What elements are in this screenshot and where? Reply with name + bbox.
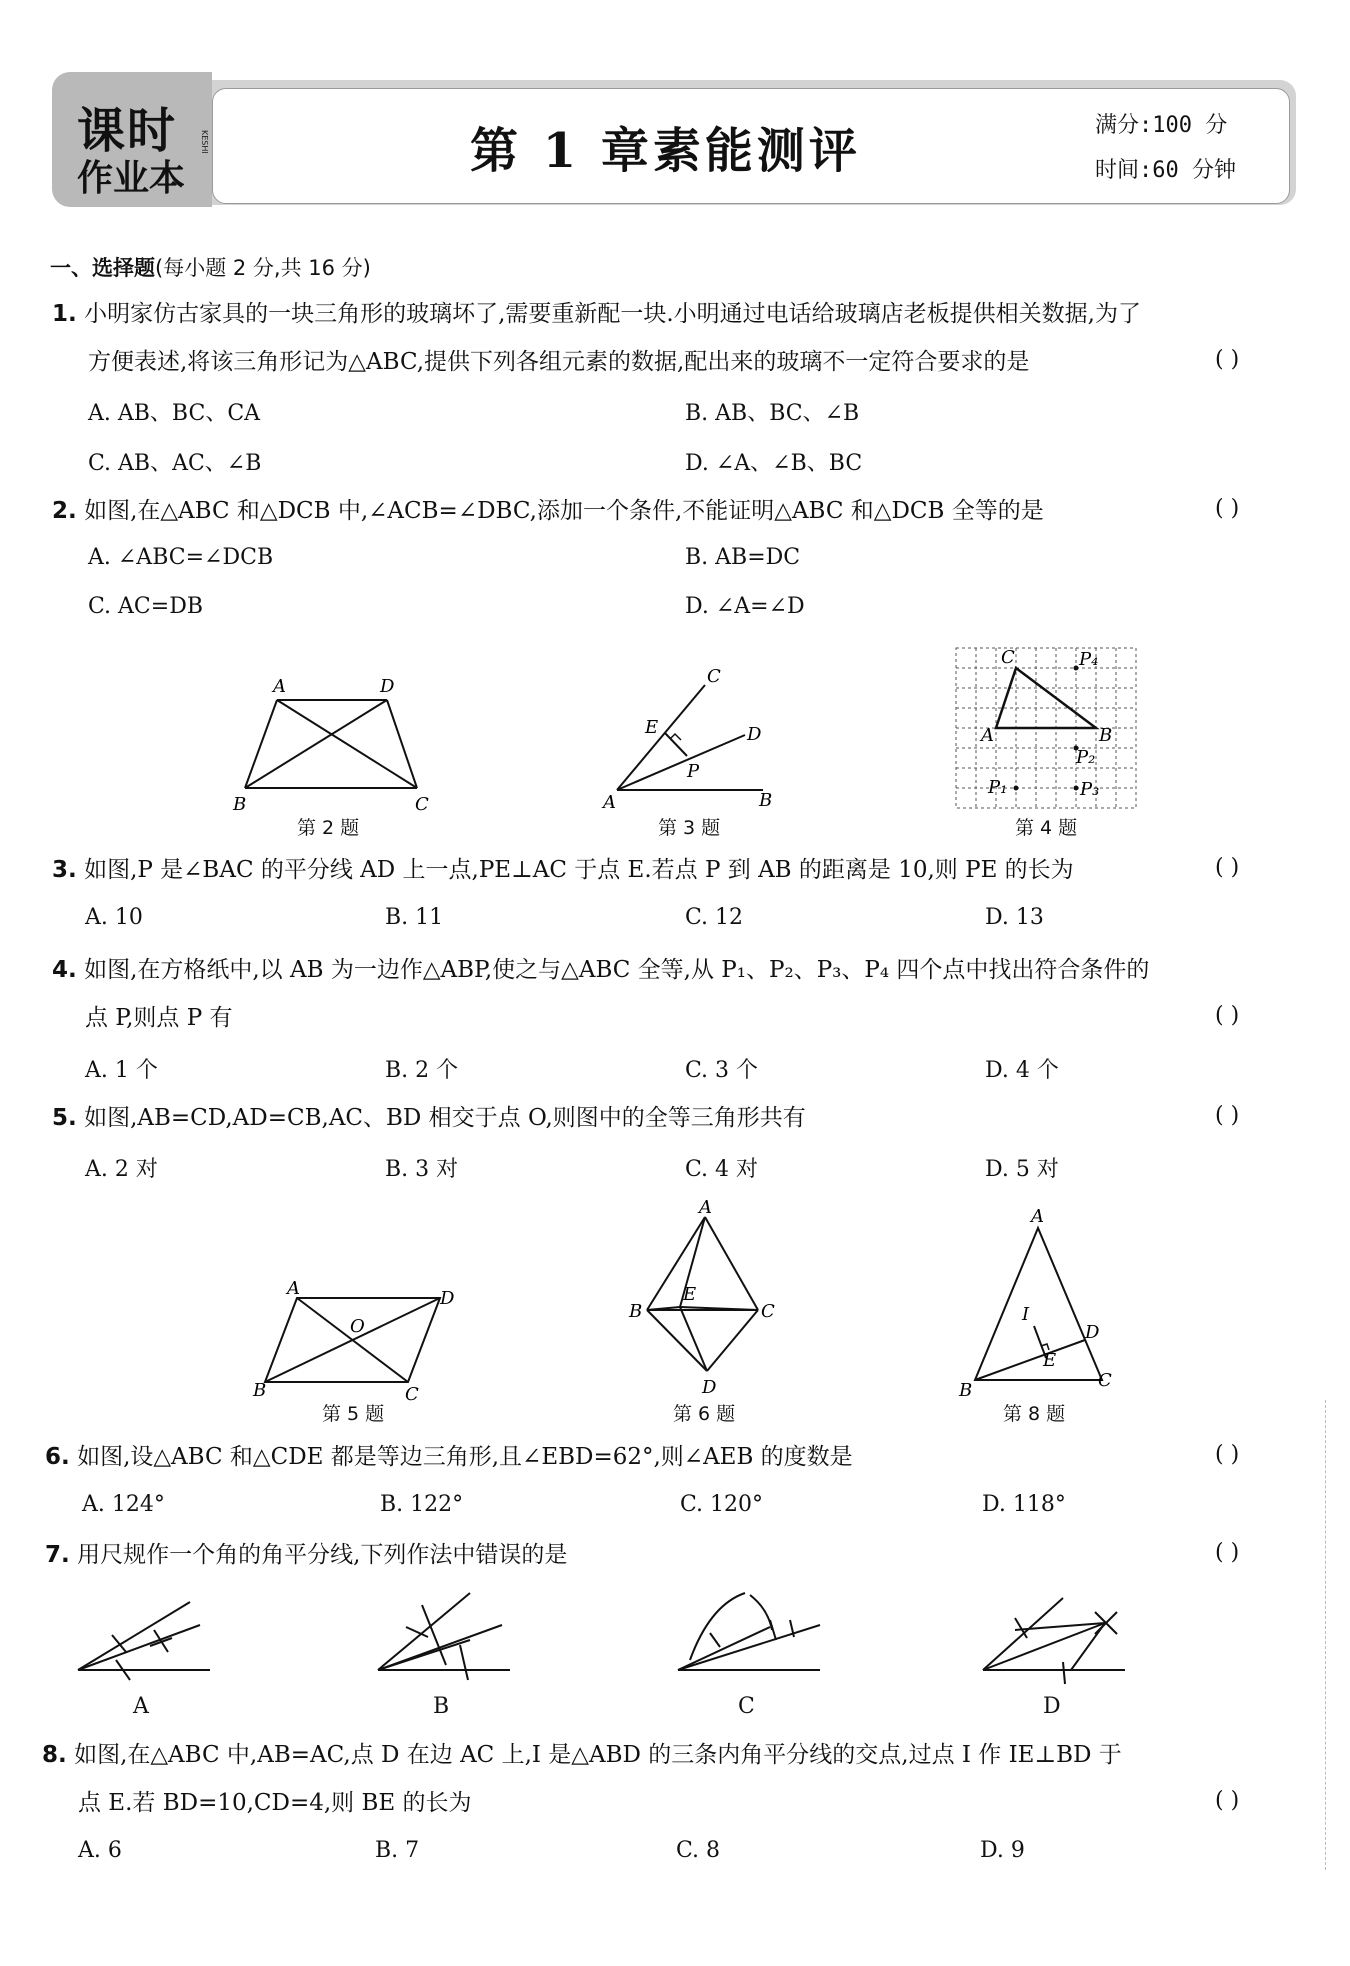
- caption-fig3: 第 3 题: [658, 817, 721, 839]
- option-b: B. 11: [385, 905, 444, 930]
- question-number: 6.: [45, 1444, 70, 1470]
- section-note: (每小题 2 分,共 16 分): [155, 256, 371, 280]
- construction-d-label: D: [1043, 1694, 1061, 1719]
- label-e: E: [683, 1284, 697, 1305]
- margin-rule: [1325, 1400, 1326, 1870]
- option-b: B. 7: [375, 1838, 420, 1863]
- option-a: A. ∠ABC=∠DCB: [88, 545, 274, 570]
- question-number: 8.: [42, 1742, 67, 1768]
- question-1-line2: 方便表述,将该三角形记为△ABC,提供下列各组元素的数据,配出来的玻璃不一定符合要求的是: [88, 349, 1030, 375]
- option-b: B. 122°: [380, 1492, 464, 1517]
- label-c: C: [707, 666, 721, 687]
- question-8-line2: 点 E.若 BD=10,CD=4,则 BE 的长为: [78, 1790, 472, 1816]
- option-c: C. 3 个: [685, 1058, 759, 1083]
- label-d: D: [702, 1377, 717, 1398]
- question-number: 4.: [52, 957, 77, 983]
- construction-c: [670, 1585, 830, 1685]
- label-b: B: [1099, 725, 1113, 746]
- section-heading: [50, 252, 371, 282]
- construction-b-label: B: [433, 1694, 450, 1719]
- option-c: C. 8: [676, 1838, 721, 1863]
- label-e: E: [1043, 1350, 1057, 1371]
- label-d: D: [380, 676, 395, 697]
- question-7: [45, 1540, 567, 1570]
- option-d: D. 4 个: [985, 1058, 1059, 1083]
- label-p: P: [687, 761, 700, 782]
- label-a: A: [273, 676, 286, 697]
- construction-c-label: C: [738, 1694, 755, 1719]
- question-4-line2: 点 P,则点 P 有: [85, 1005, 233, 1031]
- construction-a: [70, 1590, 220, 1685]
- label-b: B: [253, 1380, 267, 1401]
- caption-fig2: 第 2 题: [297, 817, 360, 839]
- option-c: C. AB、AC、∠B: [88, 451, 262, 476]
- question-text: 如图,在方格纸中,以 AB 为一边作△ABP,使之与△ABC 全等,从 P₁、P₂、P₃、P₄ 四个点中找出符合条件的: [84, 957, 1150, 983]
- question-text: 如图,在△ABC 和△DCB 中,∠ACB=∠DBC,添加一个条件,不能证明△ABC 和△DCB 全等的是: [84, 498, 1044, 524]
- question-text: 小明家仿古家具的一块三角形的玻璃坏了,需要重新配一块.小明通过电话给玻璃店老板提供相关数据,为了: [84, 301, 1141, 327]
- construction-a-label: A: [133, 1694, 149, 1719]
- question-text: 用尺规作一个角的角平分线,下列作法中错误的是: [77, 1542, 568, 1568]
- option-c: C. 4 对: [685, 1157, 759, 1182]
- answer-paren: ( ): [1215, 1103, 1240, 1128]
- question-text: 如图,P 是∠BAC 的平分线 AD 上一点,PE⊥AC 于点 E.若点 P 到 AB 的距离是 10,则 PE 的长为: [84, 857, 1074, 883]
- label-c: C: [1098, 1370, 1112, 1391]
- option-d: D. 9: [980, 1838, 1025, 1863]
- option-a: A. 10: [85, 905, 143, 930]
- label-b: B: [629, 1301, 643, 1322]
- label-c: C: [1001, 647, 1015, 668]
- figure-8: [950, 1200, 1120, 1400]
- answer-paren: ( ): [1215, 1540, 1240, 1565]
- question-text: 如图,AB=CD,AD=CB,AC、BD 相交于点 O,则图中的全等三角形共有: [84, 1105, 806, 1131]
- label-p4: P₄: [1079, 649, 1099, 670]
- label-c: C: [405, 1384, 419, 1405]
- label-e: E: [645, 717, 659, 738]
- option-a: A. 124°: [82, 1492, 165, 1517]
- label-d: D: [747, 724, 762, 745]
- answer-paren: ( ): [1215, 1442, 1240, 1467]
- option-b: B. 2 个: [385, 1058, 459, 1083]
- label-c: C: [415, 794, 429, 815]
- figure-5: [245, 1280, 465, 1410]
- answer-paren: ( ): [1215, 496, 1240, 521]
- option-a: A. 2 对: [85, 1157, 158, 1182]
- option-a: A. 1 个: [85, 1058, 158, 1083]
- question-2: [52, 496, 1044, 526]
- option-d: D. ∠A=∠D: [685, 594, 805, 619]
- option-c: C. 12: [685, 905, 744, 930]
- label-d: D: [440, 1288, 455, 1309]
- caption-fig8: 第 8 题: [1003, 1403, 1066, 1425]
- question-text: 如图,设△ABC 和△CDE 都是等边三角形,且∠EBD=62°,则∠AEB 的度数是: [77, 1444, 853, 1470]
- construction-d: [975, 1590, 1135, 1685]
- option-b: B. AB、BC、∠B: [685, 401, 860, 426]
- label-a: A: [1031, 1206, 1044, 1227]
- question-text: 如图,在△ABC 中,AB=AC,点 D 在边 AC 上,I 是△ABD 的三条内角平分线的交点,过点 I 作 IE⊥BD 于: [74, 1742, 1122, 1768]
- answer-paren: ( ): [1215, 855, 1240, 880]
- logo-pinyin: KESHI: [200, 130, 209, 154]
- question-6: [45, 1442, 853, 1472]
- question-number: 3.: [52, 857, 77, 883]
- option-d: D. 13: [985, 905, 1044, 930]
- label-a: A: [981, 725, 994, 746]
- construction-b: [370, 1585, 520, 1685]
- label-a: A: [603, 792, 616, 813]
- page-title: 第 1 章素能测评: [470, 123, 861, 179]
- option-d: D. 5 对: [985, 1157, 1059, 1182]
- label-p2: P₂: [1076, 747, 1096, 768]
- question-number: 1.: [52, 301, 77, 327]
- caption-fig6: 第 6 题: [673, 1403, 736, 1425]
- logo: [52, 72, 212, 207]
- question-1: [52, 299, 1141, 329]
- figure-3: [595, 660, 795, 820]
- answer-paren: ( ): [1215, 1788, 1240, 1813]
- option-b: B. AB=DC: [685, 545, 801, 570]
- figure-6: [625, 1195, 795, 1405]
- caption-fig4: 第 4 题: [1015, 817, 1078, 839]
- option-d: D. ∠A、∠B、BC: [685, 451, 863, 476]
- label-a: A: [699, 1197, 712, 1218]
- label-a: A: [287, 1280, 300, 1299]
- label-p1: P₁: [988, 777, 1008, 798]
- time-limit: 时间:60 分钟: [1095, 158, 1236, 183]
- logo-line1: 课时: [77, 103, 178, 159]
- label-b: B: [959, 1380, 973, 1400]
- section-label: 一、选择题: [50, 256, 155, 280]
- option-c: C. 120°: [680, 1492, 764, 1517]
- option-b: B. 3 对: [385, 1157, 459, 1182]
- question-5: [52, 1103, 806, 1133]
- option-d: D. 118°: [982, 1492, 1066, 1517]
- label-b: B: [759, 790, 773, 811]
- label-c: C: [761, 1301, 775, 1322]
- label-p3: P₃: [1080, 779, 1100, 800]
- option-c: C. AC=DB: [88, 594, 203, 619]
- question-8: [42, 1740, 1122, 1770]
- logo-line2: 作业本: [77, 158, 186, 199]
- label-i: I: [1022, 1304, 1030, 1325]
- answer-paren: ( ): [1215, 1003, 1240, 1028]
- label-b: B: [233, 794, 247, 815]
- figure-2: [225, 670, 445, 820]
- label-d: D: [1085, 1322, 1100, 1343]
- option-a: A. AB、BC、CA: [88, 401, 261, 426]
- option-a: A. 6: [78, 1838, 122, 1863]
- full-score: 满分:100 分: [1095, 113, 1228, 138]
- question-4: [52, 955, 1149, 985]
- question-3: [52, 855, 1074, 885]
- label-o: O: [350, 1316, 365, 1337]
- question-number: 5.: [52, 1105, 77, 1131]
- figure-4: [953, 645, 1143, 815]
- question-number: 7.: [45, 1542, 70, 1568]
- answer-paren: ( ): [1215, 347, 1240, 372]
- question-number: 2.: [52, 498, 77, 524]
- caption-fig5: 第 5 题: [322, 1403, 385, 1425]
